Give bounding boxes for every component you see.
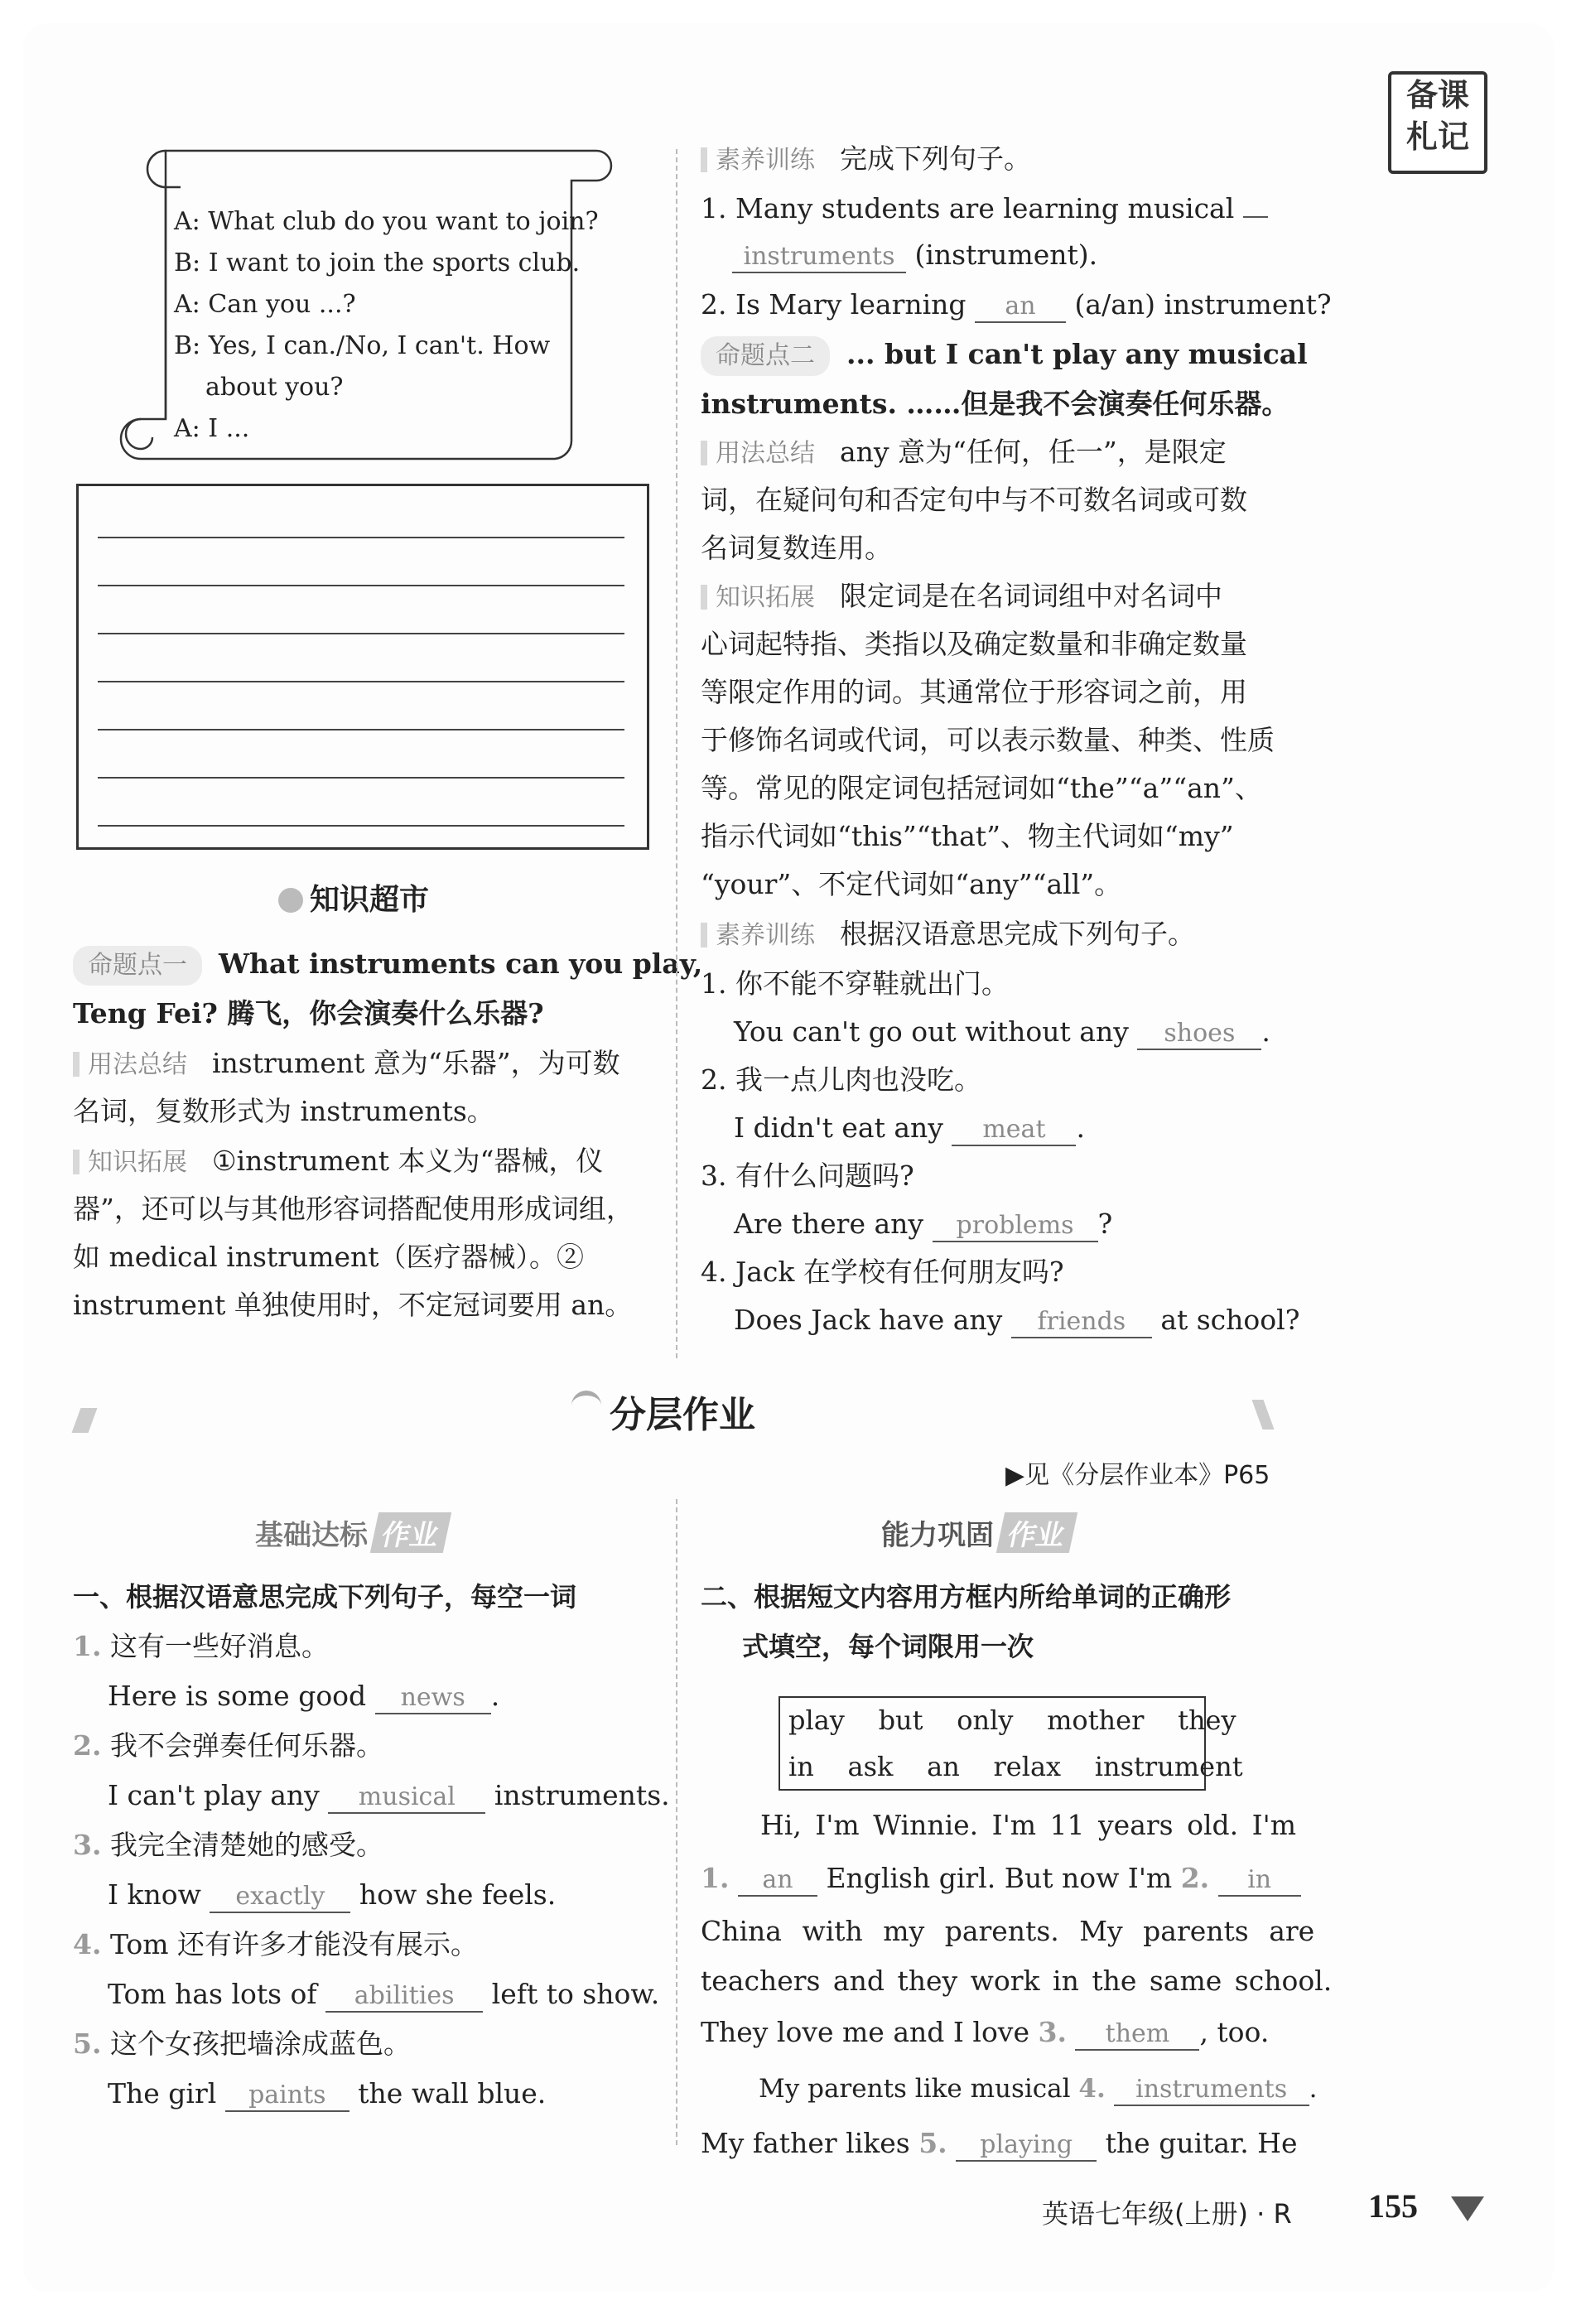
practice1-q1-line2 bbox=[732, 237, 1097, 273]
passage-answer[interactable]: playing bbox=[956, 2130, 1097, 2162]
part1-item-en bbox=[108, 1877, 556, 1913]
ext-line: 心词起特指、类指以及确定数量和非确定数量 bbox=[701, 628, 1247, 660]
practice1-q2 bbox=[701, 287, 1332, 323]
ext-line: 指示代词如“this”“that”、物主代词如“my” bbox=[701, 820, 1234, 852]
item-number: 1. bbox=[73, 1630, 102, 1662]
dialogue-line: about you? bbox=[205, 373, 344, 402]
item-cn: 我不会弹奏任何乐器。 bbox=[109, 1729, 383, 1762]
word-box-row: in ask an relax instrument bbox=[788, 1751, 1243, 1782]
ext-tag: 知识拓展 bbox=[701, 580, 825, 616]
passage-line: Hi, I'm Winnie. I'm 11 years old. I'm bbox=[760, 1809, 1297, 1841]
q1-blank-start[interactable] bbox=[1243, 216, 1268, 218]
point1-ext bbox=[73, 1143, 603, 1181]
level-label-suffix: 作业 bbox=[996, 1512, 1077, 1553]
ext-line: 限定词是在名词词组中对名词中 bbox=[840, 580, 1222, 612]
notes-badge-line2: 札记 bbox=[1405, 118, 1469, 155]
item-cn: 这有一些好消息。 bbox=[109, 1630, 329, 1662]
usage-tag: 用法总结 bbox=[701, 436, 825, 472]
level-label-text: 能力巩固 bbox=[881, 1519, 994, 1552]
practice2-item-en bbox=[734, 1206, 1112, 1242]
writing-line bbox=[98, 633, 624, 634]
item-answer[interactable]: meat bbox=[952, 1115, 1076, 1146]
practice-title: 完成下列句子。 bbox=[840, 142, 1031, 175]
practice2-item-cn: 3. 有什么问题吗? bbox=[701, 1160, 914, 1192]
item-answer[interactable]: news bbox=[375, 1683, 491, 1714]
usage-line: instrument 意为“乐器”，为可数 bbox=[212, 1047, 620, 1079]
item-pre: Here is some good bbox=[108, 1680, 367, 1712]
passage-answer[interactable]: instruments bbox=[1114, 2075, 1309, 2106]
level-label-advanced bbox=[881, 1512, 1073, 1553]
blank-number: 2. bbox=[1180, 1862, 1210, 1894]
item-cn: 我完全清楚她的感受。 bbox=[109, 1829, 383, 1861]
part1-item-cn bbox=[73, 2026, 411, 2062]
blank-number: 4. bbox=[1078, 2074, 1106, 2104]
blank-number: 3. bbox=[1038, 2016, 1067, 2048]
ext-line: 器”，还可以与其他形容词搭配使用形成词组， bbox=[73, 1193, 634, 1225]
part1-item-en bbox=[108, 1678, 499, 1714]
ext-line: 于修饰名词或代词，可以表示数量、种类、性质 bbox=[701, 724, 1275, 756]
writing-line bbox=[98, 537, 624, 538]
item-pre: The girl bbox=[108, 2077, 217, 2109]
notes-badge bbox=[1388, 71, 1487, 174]
item-number: 3. bbox=[73, 1829, 102, 1861]
part1-item-cn bbox=[73, 1628, 329, 1665]
usage-line: 名词，复数形式为 instruments。 bbox=[73, 1095, 494, 1127]
passage-answer[interactable]: in bbox=[1218, 1865, 1301, 1897]
item-answer[interactable]: problems bbox=[933, 1211, 1098, 1242]
point2-usage bbox=[701, 434, 1227, 472]
point1-title: What instruments can you play, bbox=[219, 947, 703, 980]
passage-line: teachers and they work in the same school. bbox=[701, 1965, 1333, 1997]
passage-line bbox=[701, 2125, 1298, 2162]
practice2-item-cn: 2. 我一点儿肉也没吃。 bbox=[701, 1063, 981, 1096]
point1-title-line2: Teng Fei? 腾飞，你会演奏什么乐器? bbox=[73, 997, 544, 1029]
ext-line: instrument 单独使用时，不定冠词要用 an。 bbox=[73, 1289, 633, 1321]
level-label-text: 基础达标 bbox=[255, 1519, 368, 1552]
passage-text: My father likes bbox=[701, 2127, 910, 2159]
item-post: the wall blue. bbox=[358, 2077, 547, 2109]
dialogue-line: A: I ... bbox=[174, 414, 250, 443]
passage-text: , too. bbox=[1199, 2016, 1270, 2048]
section-icon bbox=[278, 888, 303, 913]
writing-box[interactable] bbox=[76, 484, 649, 850]
dialogue-line: B: I want to join the sports club. bbox=[174, 248, 581, 277]
part2-title-line1: 二、根据短文内容用方框内所给单词的正确形 bbox=[701, 1581, 1232, 1613]
passage-line bbox=[701, 1860, 1301, 1897]
practice2-heading bbox=[701, 916, 1195, 954]
section-title-text: 知识超市 bbox=[310, 883, 430, 917]
writing-line bbox=[98, 729, 624, 730]
usage-line: 词，在疑问句和否定句中与不可数名词或可数 bbox=[701, 484, 1247, 516]
passage-answer[interactable]: an bbox=[738, 1865, 817, 1897]
ext-line: 如 medical instrument（医疗器械）。② bbox=[73, 1241, 585, 1273]
item-post: . bbox=[1261, 1015, 1270, 1048]
part1-item-cn bbox=[73, 1926, 478, 1963]
part2-title-line2: 式填空，每个词限用一次 bbox=[742, 1631, 1034, 1662]
practice1-q1 bbox=[701, 190, 1268, 227]
item-post: instruments. bbox=[494, 1779, 670, 1811]
item-answer[interactable]: abilities bbox=[325, 1981, 483, 2013]
part1-item-cn bbox=[73, 1728, 383, 1764]
page-number: 155 bbox=[1368, 2187, 1418, 2225]
part1-item-cn bbox=[73, 1827, 383, 1864]
item-pre: I know bbox=[108, 1878, 201, 1911]
item-post: left to show. bbox=[491, 1978, 660, 2010]
ext-line: ①instrument 本义为“器械，仪 bbox=[212, 1145, 604, 1177]
point2-tag: 命题点二 bbox=[701, 336, 830, 376]
item-post: . bbox=[1076, 1111, 1085, 1144]
q1-text: 1. Many students are learning musical bbox=[701, 192, 1235, 224]
point2-ext bbox=[701, 578, 1222, 616]
level-label-basic bbox=[255, 1512, 447, 1553]
practice2-item-en bbox=[734, 1014, 1270, 1050]
q1-answer[interactable]: instruments bbox=[732, 242, 906, 273]
point2-title-line2: instruments. ……但是我不会演奏任何乐器。 bbox=[701, 388, 1290, 420]
point2-title: ... but I can't play any musical bbox=[846, 338, 1308, 370]
usage-tag: 用法总结 bbox=[73, 1047, 197, 1083]
item-number: 2. bbox=[73, 1729, 102, 1762]
q1-hint: (instrument). bbox=[914, 239, 1098, 271]
usage-line: any 意为“任何，任一”，是限定 bbox=[840, 436, 1227, 468]
homework-title-text: 分层作业 bbox=[610, 1394, 755, 1436]
passage-text: My parents like musical bbox=[759, 2074, 1071, 2104]
point2-heading bbox=[701, 336, 1308, 376]
practice2-item-en bbox=[734, 1302, 1299, 1338]
item-answer[interactable]: shoes bbox=[1137, 1019, 1261, 1050]
ext-line: 等。常见的限定词包括冠词如“the”“a”“an”、 bbox=[701, 772, 1262, 804]
writing-line bbox=[98, 585, 624, 586]
item-post: how she feels. bbox=[359, 1878, 557, 1911]
ext-line: “your”、不定代词如“any”“all”。 bbox=[701, 868, 1122, 900]
homework-ref[interactable]: ▶见《分层作业本》P65 bbox=[1005, 1461, 1270, 1490]
item-answer[interactable]: musical bbox=[328, 1782, 485, 1814]
passage-line bbox=[759, 2071, 1318, 2107]
point1-heading bbox=[73, 946, 702, 986]
passage-line: China with my parents. My parents are bbox=[701, 1915, 1315, 1947]
practice2-item-en bbox=[734, 1110, 1085, 1146]
notes-badge-line1: 备课 bbox=[1405, 77, 1469, 113]
item-post: ? bbox=[1097, 1208, 1113, 1240]
item-pre: I didn't eat any bbox=[734, 1111, 943, 1144]
item-pre: Does Jack have any bbox=[734, 1304, 1003, 1336]
item-post: at school? bbox=[1160, 1304, 1300, 1336]
passage-text: They love me and I love bbox=[701, 2016, 1029, 2048]
point1-tag: 命题点一 bbox=[73, 946, 202, 986]
usage-line: 名词复数连用。 bbox=[701, 532, 892, 564]
footer-book: 英语七年级(上册) · R bbox=[1042, 2198, 1292, 2230]
item-answer[interactable]: paints bbox=[225, 2081, 349, 2112]
passage-line bbox=[701, 2014, 1269, 2051]
item-answer[interactable]: friends bbox=[1011, 1307, 1152, 1338]
practice2-item-cn: 1. 你不能不穿鞋就出门。 bbox=[701, 967, 1009, 1000]
ext-tag: 知识拓展 bbox=[73, 1145, 197, 1181]
point1-usage bbox=[73, 1045, 620, 1083]
item-pre: You can't go out without any bbox=[734, 1015, 1129, 1048]
practice2-item-cn: 4. Jack 在学校有任何朋友吗? bbox=[701, 1256, 1064, 1288]
level-label-suffix: 作业 bbox=[370, 1512, 451, 1553]
ext-line: 等限定作用的词。其通常位于形容词之前，用 bbox=[701, 676, 1247, 708]
word-box bbox=[779, 1696, 1243, 1791]
homework-title bbox=[571, 1385, 755, 1438]
part1-item-en bbox=[108, 2076, 546, 2112]
item-pre: I can't play any bbox=[108, 1779, 320, 1811]
passage-text: English girl. But now I'm bbox=[826, 1862, 1173, 1894]
passage-answer[interactable]: them bbox=[1075, 2019, 1199, 2051]
practice1-heading bbox=[701, 141, 1031, 179]
q2-post: (a/an) instrument? bbox=[1074, 288, 1332, 321]
word-box-row: play but only mother they bbox=[788, 1704, 1237, 1736]
dialogue-line: A: What club do you want to join? bbox=[174, 207, 599, 236]
part1-title: 一、根据汉语意思完成下列句子，每空一词 bbox=[73, 1581, 577, 1613]
homework-divider bbox=[676, 1499, 677, 2145]
part1-item-en bbox=[108, 1976, 659, 2013]
column-divider bbox=[676, 149, 677, 1358]
q2-pre: 2. Is Mary learning bbox=[701, 288, 967, 321]
item-answer[interactable]: exactly bbox=[210, 1882, 350, 1913]
q2-answer[interactable]: an bbox=[975, 292, 1066, 323]
writing-line bbox=[98, 777, 624, 779]
passage-text: the guitar. He bbox=[1105, 2127, 1298, 2159]
part1-item-en bbox=[108, 1777, 670, 1814]
writing-line bbox=[98, 681, 624, 682]
item-pre: Are there any bbox=[734, 1208, 924, 1240]
passage-text: . bbox=[1309, 2074, 1318, 2104]
item-number: 5. bbox=[73, 2027, 102, 2060]
dialogue-line: A: Can you ...? bbox=[174, 290, 356, 319]
blank-number: 1. bbox=[701, 1862, 730, 1894]
page-decoration-icon bbox=[1451, 2196, 1484, 2221]
item-number: 4. bbox=[73, 1928, 102, 1960]
item-cn: 这个女孩把墙涂成蓝色。 bbox=[109, 2027, 411, 2060]
swoosh-icon bbox=[571, 1391, 601, 1420]
practice-tag: 素养训练 bbox=[701, 142, 825, 179]
dialogue-line: B: Yes, I can./No, I can't. How bbox=[174, 331, 551, 360]
section-title bbox=[278, 876, 429, 919]
writing-line bbox=[98, 825, 624, 827]
item-cn: Tom 还有许多才能没有展示。 bbox=[109, 1928, 479, 1960]
practice-tag: 素养训练 bbox=[701, 918, 825, 954]
blank-number: 5. bbox=[918, 2127, 947, 2159]
item-pre: Tom has lots of bbox=[108, 1978, 317, 2010]
practice-title: 根据汉语意思完成下列句子。 bbox=[840, 918, 1195, 950]
item-post: . bbox=[490, 1680, 500, 1712]
